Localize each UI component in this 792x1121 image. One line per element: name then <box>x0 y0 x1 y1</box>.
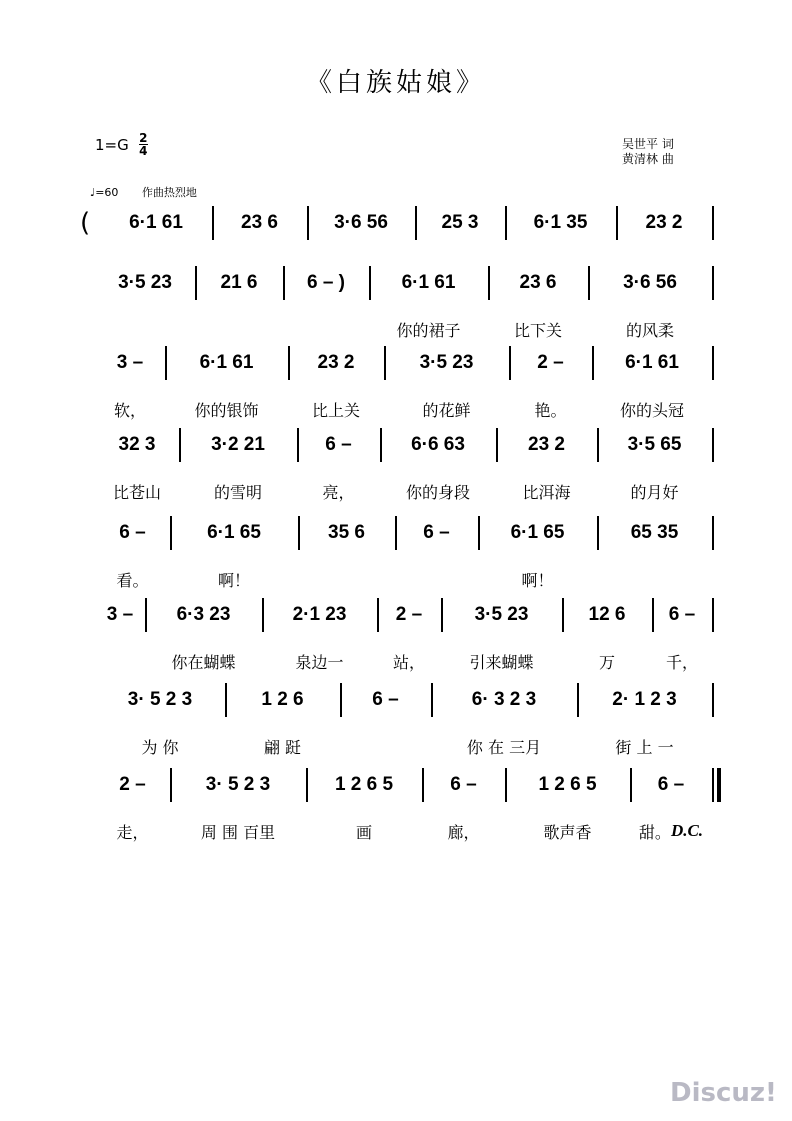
lyric-text: 你的头冠 <box>619 400 684 420</box>
lyric-text: 你的裙子 <box>396 320 461 340</box>
lyric-text: 你在蝴蝶 <box>171 652 236 672</box>
barline <box>509 346 511 380</box>
measure-lyrics <box>97 318 193 340</box>
composer: 黄清林 曲 <box>622 152 674 166</box>
lyric-text: 你 在 三月 <box>466 737 542 757</box>
barline <box>712 598 714 632</box>
measure-notes: 6 – <box>119 522 146 543</box>
measure-notes: 2· 1 2 3 <box>612 689 677 710</box>
measure-notes: 6·1 65 <box>207 522 261 543</box>
lyricist: 吴世平 词 <box>622 137 674 151</box>
measure-lyrics <box>97 568 168 590</box>
measure-notes: 32 3 <box>118 434 156 455</box>
key-label: 1=G <box>95 135 129 154</box>
lyric-text: 你的银饰 <box>194 400 259 420</box>
measure-notes: 6 – <box>372 689 399 710</box>
barline <box>195 266 197 300</box>
measure-notes: 6 – ) <box>306 272 346 293</box>
barline <box>712 768 714 802</box>
measure-lyrics <box>599 480 710 502</box>
measure-lyrics <box>490 318 586 340</box>
barline <box>225 683 227 717</box>
barline <box>377 598 379 632</box>
measure-lyrics <box>654 650 710 672</box>
measure-notes: 6·1 65 <box>510 522 565 543</box>
score-system <box>0 516 792 604</box>
barline <box>597 428 599 462</box>
measure-notes: 6·6 63 <box>411 434 465 455</box>
barline <box>145 598 147 632</box>
measure-notes: 23 6 <box>241 212 278 233</box>
score-system <box>0 598 792 686</box>
measure-notes: 1 2 6 <box>261 689 304 710</box>
score-system <box>0 428 792 516</box>
measure-notes: 23 2 <box>528 434 565 455</box>
barline <box>306 768 308 802</box>
lyric-text: 比上关 <box>311 400 360 420</box>
measure-lyrics <box>167 398 286 420</box>
measure-notes: 3· 5 2 3 <box>205 774 271 795</box>
lyric-text: 泉边一 <box>295 652 344 672</box>
barline <box>307 206 309 240</box>
measure-lyrics <box>433 735 575 757</box>
measure-lyrics <box>386 398 507 420</box>
measure-lyrics <box>97 480 177 502</box>
measure-notes: 6·1 61 <box>625 352 679 373</box>
measure-notes: 23 2 <box>645 212 683 233</box>
barline <box>380 428 382 462</box>
barline <box>505 768 507 802</box>
lyric-text: 看。 <box>116 570 149 590</box>
lyric-text: 为 你 <box>141 737 179 757</box>
measure-notes: 2·1 23 <box>292 604 347 625</box>
lyric-text: 万 <box>598 652 615 672</box>
barline <box>577 683 579 717</box>
lyric-text: 的风柔 <box>625 320 674 340</box>
da-capo-mark: D.C. <box>670 821 704 840</box>
measure-lyrics <box>97 398 163 420</box>
score-system <box>0 683 792 771</box>
measure-lyrics <box>97 735 223 757</box>
barline <box>496 428 498 462</box>
measure-lyrics <box>632 820 710 842</box>
key-signature <box>95 132 148 157</box>
measure-lyrics <box>379 650 439 672</box>
barline <box>478 516 480 550</box>
measure-lyrics <box>564 650 650 672</box>
measure-lyrics <box>579 735 710 757</box>
measure-notes: 6·1 61 <box>401 272 456 293</box>
measure-lyrics <box>498 480 595 502</box>
barline <box>616 206 618 240</box>
measure-notes: 3·6 56 <box>623 272 677 293</box>
measure-lyrics <box>181 480 295 502</box>
measure-lyrics <box>308 820 420 842</box>
barline <box>179 428 181 462</box>
measure-lyrics <box>264 650 375 672</box>
measure-lyrics <box>300 568 393 590</box>
measure-notes: 3·2 21 <box>211 434 265 455</box>
tempo <box>90 184 197 200</box>
lyric-text: 画 <box>355 822 372 842</box>
measure-notes: 3 – <box>106 604 134 625</box>
measure-lyrics <box>371 318 486 340</box>
tempo-expression: 作曲热烈地 <box>141 186 197 199</box>
measure-notes: 25 3 <box>441 212 479 233</box>
barline <box>395 516 397 550</box>
lyric-text: 比洱海 <box>522 482 571 502</box>
barline <box>415 206 417 240</box>
measure-notes: 2 – <box>119 774 146 795</box>
measure-notes: 6 – <box>450 774 477 795</box>
measure-lyrics <box>172 568 296 590</box>
lyric-text: 艳。 <box>534 400 567 420</box>
barline <box>441 598 443 632</box>
measure-lyrics <box>147 650 260 672</box>
lyric-text: 周 围 百里 <box>200 822 276 842</box>
measure-lyrics <box>285 318 367 340</box>
lyric-text: 千， <box>665 652 698 672</box>
measure-lyrics <box>197 318 281 340</box>
measure-notes: 35 6 <box>328 522 365 543</box>
lyric-text: 站， <box>392 652 425 672</box>
time-signature-top: 2 <box>139 131 148 145</box>
lyric-text: 街 上 一 <box>615 737 674 757</box>
barline <box>592 346 594 380</box>
barline <box>488 266 490 300</box>
measure-notes: 6·1 61 <box>199 352 254 373</box>
barline <box>505 206 507 240</box>
measure-lyrics <box>594 398 710 420</box>
lyric-text: 的花鲜 <box>422 400 471 420</box>
barline <box>297 428 299 462</box>
measure-lyrics <box>511 398 590 420</box>
barline <box>630 768 632 802</box>
measure-lyrics <box>424 820 503 842</box>
measure-lyrics <box>507 820 628 842</box>
measure-notes: 2 – <box>537 352 564 373</box>
barline <box>652 598 654 632</box>
barline <box>712 516 714 550</box>
barline <box>369 266 371 300</box>
measure-notes: 3· 5 2 3 <box>127 689 193 710</box>
score-title: 《白族姑娘》 <box>305 68 486 98</box>
measure-notes: 6 – <box>657 774 685 795</box>
time-signature <box>139 132 148 157</box>
measure-lyrics <box>480 568 595 590</box>
measure-notes: 3·5 65 <box>627 434 682 455</box>
barline <box>165 346 167 380</box>
lyric-text: 翩 跹 <box>263 737 302 757</box>
barline <box>212 206 214 240</box>
lyric-text: 廊， <box>447 822 480 842</box>
lyric-text: 的雪明 <box>213 482 262 502</box>
measure-lyrics <box>382 480 494 502</box>
measure-notes: 23 6 <box>519 272 557 293</box>
measure-lyrics <box>299 480 378 502</box>
measure-lyrics <box>443 650 560 672</box>
barline <box>431 683 433 717</box>
measure-lyrics <box>290 398 382 420</box>
repeat-paren: ( <box>80 208 91 238</box>
measure-notes: 12 6 <box>588 604 626 625</box>
lyric-text: 甜。 <box>638 822 671 842</box>
measure-notes: 2 – <box>395 604 423 625</box>
measure-lyrics <box>97 820 168 842</box>
score-system <box>0 768 792 856</box>
barline <box>562 598 564 632</box>
lyric-text: 走， <box>116 822 149 842</box>
measure-lyrics <box>342 735 429 757</box>
lyric-text: 的月好 <box>630 482 679 502</box>
measure-notes: 6·1 35 <box>533 212 588 233</box>
measure-notes: 3 – <box>116 352 144 373</box>
barline <box>170 768 172 802</box>
tempo-mark: ♩=60 <box>90 186 119 199</box>
score-system <box>0 266 792 354</box>
barline <box>340 683 342 717</box>
measure-notes: 3·5 23 <box>419 352 474 373</box>
final-barline <box>717 768 721 802</box>
lyric-text: 歌声香 <box>543 822 592 842</box>
measure-notes: 65 35 <box>630 522 679 543</box>
measure-notes: 1 2 6 5 <box>334 774 394 795</box>
measure-notes: 6 – <box>668 604 696 625</box>
barline <box>597 516 599 550</box>
measure-lyrics <box>590 318 710 340</box>
measure-notes: 3·5 23 <box>474 604 529 625</box>
score-system <box>0 346 792 434</box>
measure-notes: 6·1 61 <box>129 212 183 233</box>
lyric-text: 你的身段 <box>405 482 470 502</box>
measure-lyrics <box>97 650 143 672</box>
measure-notes: 3·6 56 <box>334 212 388 233</box>
barline <box>422 768 424 802</box>
barline <box>712 428 714 462</box>
measure-notes: 1 2 6 5 <box>538 774 597 795</box>
lyric-text: 亮， <box>322 482 355 502</box>
lyric-text: 引来蝴蝶 <box>469 652 534 672</box>
measure-lyrics <box>599 568 710 590</box>
barline <box>384 346 386 380</box>
barline <box>170 516 172 550</box>
measure-lyrics <box>172 820 304 842</box>
barline <box>288 346 290 380</box>
barline <box>712 683 714 717</box>
barline <box>712 266 714 300</box>
barline <box>712 346 714 380</box>
credits <box>622 137 674 167</box>
barline <box>588 266 590 300</box>
lyric-text: 软， <box>113 400 146 420</box>
barline <box>298 516 300 550</box>
measure-notes: 6 – <box>423 522 450 543</box>
lyric-text: 比下关 <box>513 320 562 340</box>
time-signature-bottom: 4 <box>139 144 148 158</box>
measure-notes: 3·5 23 <box>118 272 172 293</box>
lyric-text: 比苍山 <box>112 482 161 502</box>
measure-lyrics <box>227 735 338 757</box>
measure-notes: 6· 3 2 3 <box>471 689 537 710</box>
measure-notes: 6 – <box>325 434 352 455</box>
lyric-text: 啊！ <box>217 570 250 590</box>
barline <box>283 266 285 300</box>
measure-lyrics <box>397 568 476 590</box>
measure-notes: 23 2 <box>317 352 355 373</box>
barline <box>712 206 714 240</box>
barline <box>262 598 264 632</box>
lyric-text: 啊！ <box>521 570 554 590</box>
discuz-watermark: Discuz! <box>670 1078 777 1108</box>
measure-notes: 21 6 <box>220 272 258 293</box>
measure-notes: 6·3 23 <box>176 604 231 625</box>
